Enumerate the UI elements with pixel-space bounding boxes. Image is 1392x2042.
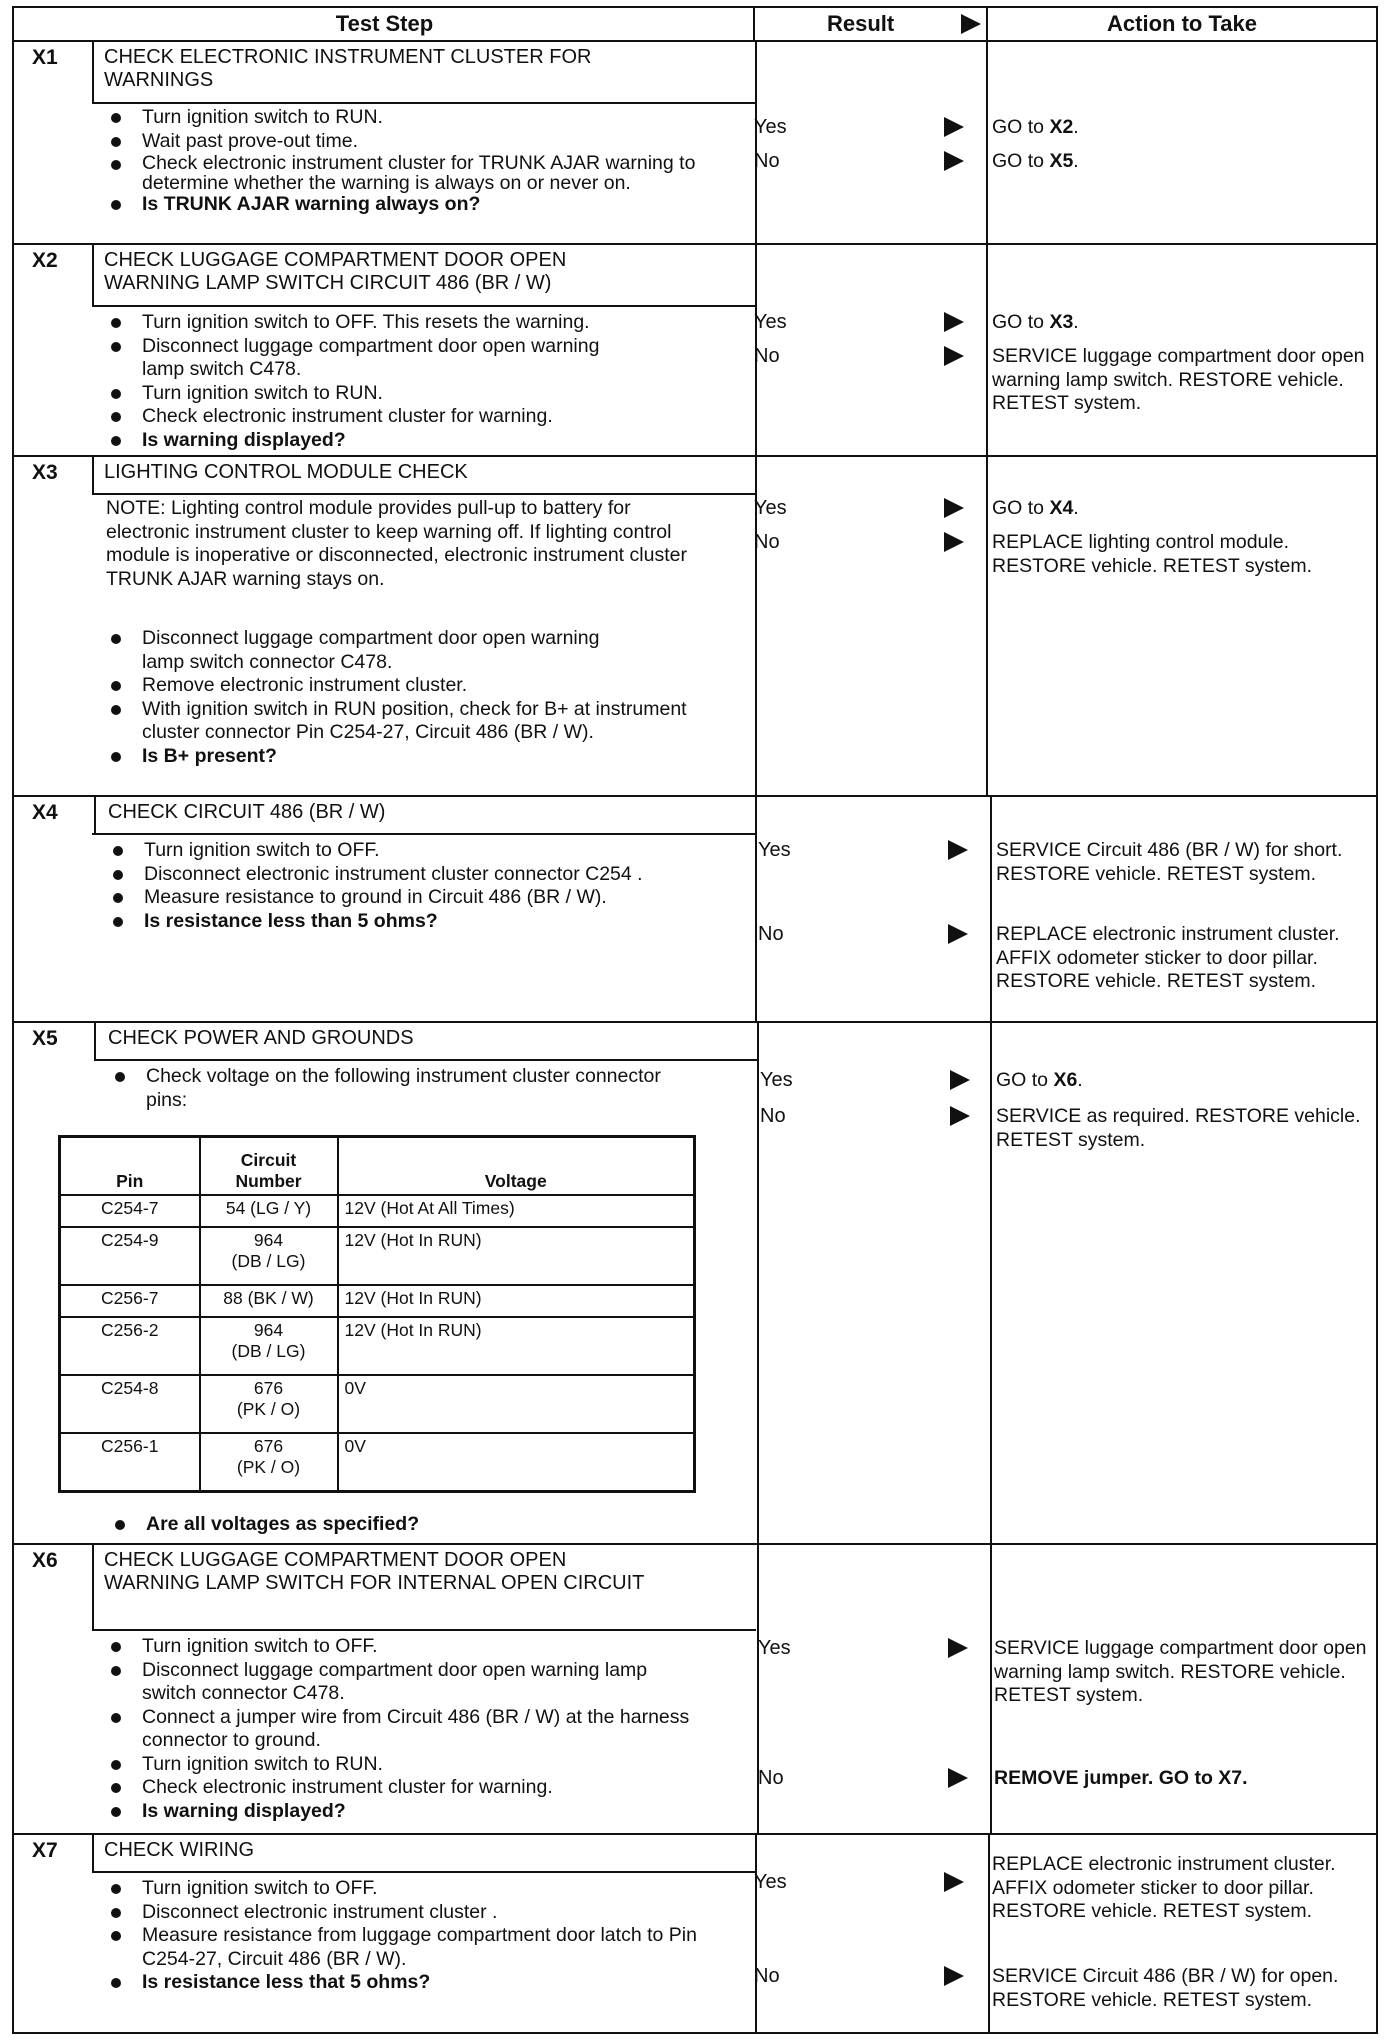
- header-action-label: Action to Take: [1107, 11, 1257, 36]
- step-id: X6: [32, 1549, 58, 1572]
- voltage-cell: 12V (Hot At All Times): [338, 1195, 695, 1227]
- step-title: CHECK LUGGAGE COMPARTMENT DOOR OPEN WARNING LAMP SWITCH CIRCUIT 486 (BR / W): [104, 249, 567, 294]
- step-x7: [12, 1835, 1378, 2034]
- header-test-step: [12, 6, 755, 42]
- circuit-number: 88 (BK / W): [223, 1288, 314, 1308]
- circuit-number: 676: [253, 1378, 284, 1398]
- action-text: SERVICE luggage compartment door open warning lamp switch. RESTORE vehicle. RETEST system.: [992, 345, 1365, 414]
- circuit-color: (PK / O): [236, 1457, 301, 1477]
- list-item: Disconnect electronic instrument cluster .: [106, 1901, 736, 1925]
- step-note: NOTE: Lighting control module provides pull-up to battery for electronic instrument cluster to keep warning off. If lighting control module is inoperative or disconnected, electronic instrument cluster TRUNK AJAR warning stays on.: [106, 497, 687, 590]
- result-label: No: [758, 1767, 784, 1789]
- action-no: [994, 1767, 1372, 1791]
- step-question: Is resistance less that 5 ohms?: [106, 1971, 736, 1995]
- list-item: Turn ignition switch to RUN.: [106, 1753, 736, 1777]
- action-text: GO to: [996, 1069, 1054, 1091]
- arrow-right-icon: [944, 532, 964, 552]
- step-x5: [12, 1023, 1378, 1545]
- list-item: Turn ignition switch to OFF. This resets the warning.: [106, 311, 736, 335]
- result-label: Yes: [754, 311, 787, 333]
- step-x4: [12, 797, 1378, 1023]
- column-header-circuit-line1: Circuit: [240, 1150, 297, 1170]
- result-label: No: [760, 1105, 786, 1127]
- column-header-pin: Pin: [60, 1137, 200, 1196]
- action-text: REPLACE lighting control module. RESTORE vehicle. RETEST system.: [992, 531, 1313, 577]
- action-text-end: .: [1073, 150, 1079, 172]
- step-x6: [12, 1545, 1378, 1835]
- step-id: X2: [32, 249, 58, 272]
- result-no: [754, 1965, 969, 1988]
- arrow-right-icon: [944, 312, 964, 332]
- action-yes: [996, 839, 1374, 886]
- result-label: Yes: [760, 1069, 793, 1091]
- arrow-right-icon: [950, 1070, 970, 1090]
- action-no: [992, 345, 1370, 416]
- list-item: Wait past prove-out time.: [106, 130, 736, 154]
- action-text: SERVICE as required. RESTORE vehicle. RETEST system.: [996, 1105, 1361, 1151]
- action-text: REMOVE jumper. GO to: [994, 1767, 1219, 1789]
- header-result-label: Result: [827, 11, 895, 36]
- arrow-right-icon: [944, 1966, 964, 1986]
- column-header-circuit-line2: Number: [235, 1171, 302, 1191]
- circuit-cell: [200, 1375, 338, 1433]
- column-header-circuit: [200, 1137, 338, 1196]
- step-question: Is B+ present?: [106, 745, 736, 769]
- result-label: Yes: [758, 1637, 791, 1659]
- table-row: [60, 1317, 695, 1375]
- circuit-cell: [200, 1195, 338, 1227]
- pin-cell: C256-2: [60, 1317, 200, 1375]
- step-title: CHECK ELECTRONIC INSTRUMENT CLUSTER FOR WARNINGS: [104, 46, 592, 91]
- action-yes: [996, 1069, 1374, 1093]
- action-yes: [994, 1637, 1372, 1708]
- list-item: Disconnect electronic instrument cluster connector C254 .: [108, 863, 724, 887]
- pin-cell: C256-1: [60, 1433, 200, 1491]
- list-item: Disconnect luggage compartment door open warning lamp switch C478.: [106, 335, 642, 382]
- voltage-cell: 12V (Hot In RUN): [338, 1285, 695, 1317]
- table-row: [60, 1285, 695, 1317]
- pin-cell: C254-9: [60, 1227, 200, 1285]
- pin-cell: C256-7: [60, 1285, 200, 1317]
- action-text: GO to: [992, 116, 1050, 138]
- step-id: X1: [32, 46, 58, 69]
- list-item: Check electronic instrument cluster for TRUNK AJAR warning to determine whether the warning is always on or never on.: [106, 153, 736, 193]
- action-text-end: .: [1073, 116, 1079, 138]
- result-label: Yes: [754, 497, 787, 519]
- step-question: Is warning displayed?: [106, 429, 736, 453]
- header-test-step-label: Test Step: [335, 11, 434, 36]
- step-items: [106, 1877, 736, 1995]
- action-yes: [992, 497, 1370, 521]
- step-title: CHECK CIRCUIT 486 (BR / W): [108, 801, 386, 823]
- action-step-ref: X3: [1049, 311, 1074, 333]
- step-title: CHECK LUGGAGE COMPARTMENT DOOR OPEN WARNING LAMP SWITCH FOR INTERNAL OPEN CIRCUIT: [104, 1549, 645, 1594]
- list-item: Remove electronic instrument cluster.: [106, 674, 736, 698]
- list-item: Disconnect luggage compartment door open warning lamp switch connector C478.: [106, 1659, 662, 1706]
- table-row: [60, 1433, 695, 1491]
- list-item: Turn ignition switch to OFF.: [106, 1635, 736, 1659]
- voltage-cell: 0V: [338, 1433, 695, 1491]
- list-item: Check electronic instrument cluster for warning.: [106, 1776, 736, 1800]
- diagnostic-table: [12, 6, 1378, 2034]
- arrow-right-icon: [961, 14, 981, 34]
- step-items: [106, 311, 736, 452]
- action-text: SERVICE Circuit 486 (BR / W) for open. RESTORE vehicle. RETEST system.: [992, 1965, 1339, 2011]
- table-row: [60, 1195, 695, 1227]
- arrow-right-icon: [948, 1638, 968, 1658]
- result-yes: [758, 839, 973, 862]
- result-no: [758, 923, 973, 946]
- step-question: Is warning displayed?: [106, 1800, 736, 1824]
- result-label: No: [754, 345, 780, 367]
- list-item: Turn ignition switch to OFF.: [108, 839, 738, 863]
- list-item: With ignition switch in RUN position, check for B+ at instrument cluster connector Pin C254-27, Circuit 486 (BR / W).: [106, 698, 712, 745]
- step-question: Is resistance less than 5 ohms?: [108, 910, 738, 934]
- list-item: Check electronic instrument cluster for warning.: [106, 405, 736, 429]
- step-question: Are all voltages as specified?: [110, 1513, 740, 1537]
- action-yes: [992, 311, 1370, 335]
- result-no: [754, 345, 969, 368]
- voltage-cell: 0V: [338, 1375, 695, 1433]
- result-no: [760, 1105, 975, 1128]
- action-step-ref: X5: [1049, 150, 1074, 172]
- action-no: [992, 531, 1370, 578]
- list-item: Measure resistance to ground in Circuit 486 (BR / W).: [108, 886, 644, 910]
- result-label: No: [758, 923, 784, 945]
- action-no: [992, 150, 1370, 174]
- step-items: [106, 1635, 736, 1823]
- voltage-cell: 12V (Hot In RUN): [338, 1227, 695, 1285]
- action-text-end: .: [1077, 1069, 1083, 1091]
- result-label: Yes: [758, 839, 791, 861]
- arrow-right-icon: [944, 498, 964, 518]
- result-label: No: [754, 1965, 780, 1987]
- action-step-ref: X6: [1053, 1069, 1078, 1091]
- step-id: X5: [32, 1027, 58, 1050]
- action-text-end: .: [1073, 311, 1079, 333]
- action-yes: [992, 116, 1370, 140]
- action-text: GO to: [992, 150, 1050, 172]
- list-item: Turn ignition switch to RUN.: [106, 106, 736, 130]
- action-step-ref: X2: [1049, 116, 1074, 138]
- step-id: X7: [32, 1839, 58, 1862]
- result-yes: [760, 1069, 975, 1092]
- table-row: [60, 1375, 695, 1433]
- list-item: Disconnect luggage compartment door open warning lamp switch connector C478.: [106, 627, 642, 674]
- arrow-right-icon: [950, 1106, 970, 1126]
- header-action: [986, 6, 1378, 42]
- action-text: REPLACE electronic instrument cluster. AFFIX odometer sticker to door pillar. RESTORE vehicle. RETEST system.: [996, 923, 1340, 992]
- action-text: GO to: [992, 311, 1050, 333]
- step-items: [108, 839, 738, 933]
- arrow-right-icon: [948, 840, 968, 860]
- arrow-right-icon: [944, 117, 964, 137]
- pin-cell: C254-7: [60, 1195, 200, 1227]
- action-text: SERVICE Circuit 486 (BR / W) for short. RESTORE vehicle. RETEST system.: [996, 839, 1343, 885]
- list-item: Turn ignition switch to OFF.: [106, 1877, 736, 1901]
- column-header-voltage: Voltage: [338, 1137, 695, 1196]
- step-items: [110, 1065, 740, 1112]
- circuit-number: 54 (LG / Y): [225, 1198, 312, 1218]
- step-question: Is TRUNK AJAR warning always on?: [106, 193, 736, 217]
- circuit-number: 964: [253, 1230, 284, 1250]
- step-x3: [12, 457, 1378, 797]
- action-text: REPLACE electronic instrument cluster. AFFIX odometer sticker to door pillar. RESTORE vehicle. RETEST system.: [992, 1853, 1336, 1922]
- circuit-cell: [200, 1227, 338, 1285]
- result-yes: [754, 497, 969, 520]
- list-item: Measure resistance from luggage compartment door latch to Pin C254-27, Circuit 486 (BR / W).: [106, 1924, 702, 1971]
- result-yes: [758, 1637, 973, 1660]
- arrow-right-icon: [948, 1768, 968, 1788]
- voltage-cell: 12V (Hot In RUN): [338, 1317, 695, 1375]
- list-item: Check voltage on the following instrument cluster connector pins:: [110, 1065, 666, 1112]
- result-label: Yes: [754, 1871, 787, 1893]
- step-title: CHECK WIRING: [104, 1839, 254, 1861]
- result-no: [754, 150, 969, 173]
- result-no: [758, 1767, 973, 1790]
- action-step-ref: X4: [1049, 497, 1074, 519]
- circuit-number: 964: [253, 1320, 284, 1340]
- action-step-ref: X7: [1218, 1767, 1243, 1789]
- list-item: Connect a jumper wire from Circuit 486 (BR / W) at the harness connector to ground.: [106, 1706, 732, 1753]
- pin-cell: C254-8: [60, 1375, 200, 1433]
- step-x2: [12, 245, 1378, 457]
- step-items: [106, 106, 736, 217]
- circuit-cell: [200, 1433, 338, 1491]
- header-result: [753, 6, 988, 42]
- result-label: No: [754, 150, 780, 172]
- step-title: CHECK POWER AND GROUNDS: [108, 1027, 414, 1049]
- circuit-cell: [200, 1317, 338, 1375]
- step-id: X3: [32, 461, 58, 484]
- step-items: [106, 627, 736, 768]
- action-no: [992, 1965, 1370, 2012]
- arrow-right-icon: [944, 346, 964, 366]
- pin-voltage-table: [58, 1135, 696, 1493]
- result-label: No: [754, 531, 780, 553]
- result-yes: [754, 311, 969, 334]
- action-text: GO to: [992, 497, 1050, 519]
- circuit-color: (DB / LG): [231, 1341, 306, 1361]
- action-no: [996, 923, 1374, 994]
- circuit-number: 676: [253, 1436, 284, 1456]
- step-id: X4: [32, 801, 58, 824]
- result-yes: [754, 1871, 969, 1894]
- arrow-right-icon: [944, 1872, 964, 1892]
- step-question-list: [110, 1513, 740, 1537]
- circuit-color: (DB / LG): [231, 1251, 306, 1271]
- step-x1: [12, 42, 1378, 245]
- step-title: LIGHTING CONTROL MODULE CHECK: [104, 461, 468, 483]
- list-item: Turn ignition switch to RUN.: [106, 382, 736, 406]
- result-yes: [754, 116, 969, 139]
- action-no: [996, 1105, 1374, 1152]
- circuit-cell: [200, 1285, 338, 1317]
- arrow-right-icon: [948, 924, 968, 944]
- table-row: [60, 1227, 695, 1285]
- action-yes: [992, 1853, 1370, 1924]
- result-label: Yes: [754, 116, 787, 138]
- result-no: [754, 531, 969, 554]
- arrow-right-icon: [944, 151, 964, 171]
- action-text: SERVICE luggage compartment door open warning lamp switch. RESTORE vehicle. RETEST system.: [994, 1637, 1367, 1706]
- action-text-end: .: [1073, 497, 1079, 519]
- action-text-end: .: [1242, 1767, 1248, 1789]
- circuit-color: (PK / O): [236, 1399, 301, 1419]
